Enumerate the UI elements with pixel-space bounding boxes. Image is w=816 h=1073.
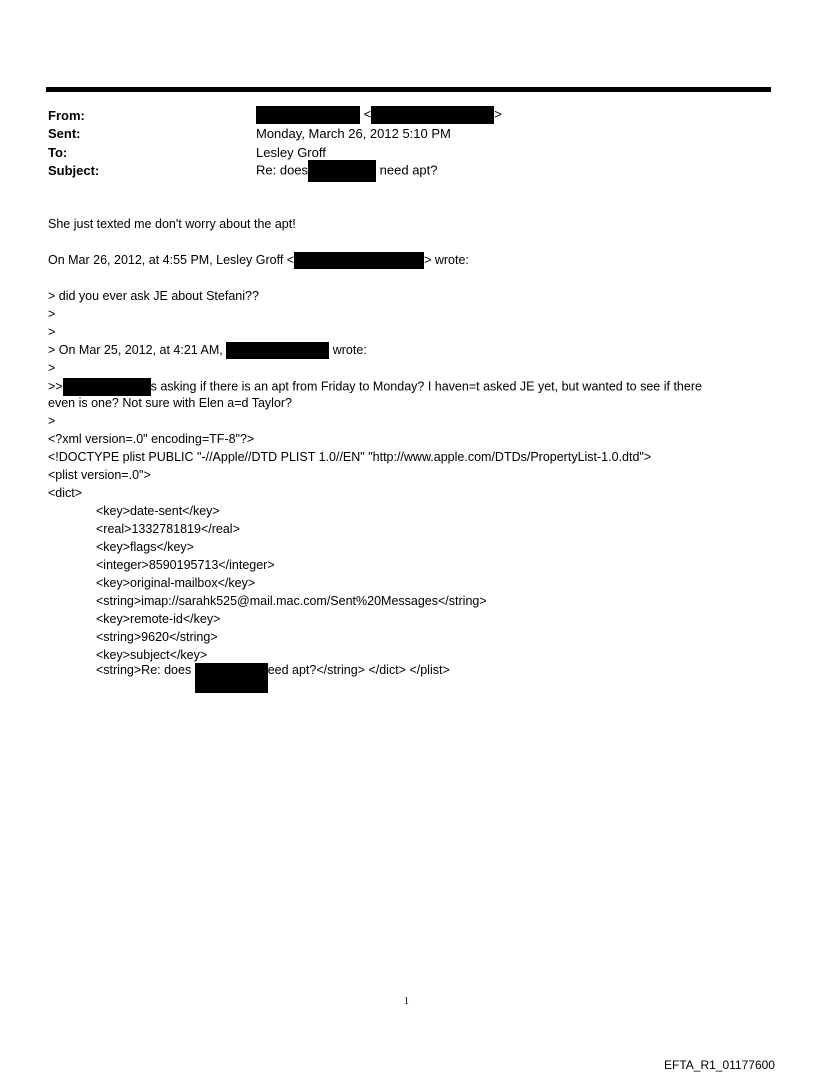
redaction-block	[63, 378, 151, 396]
xml-line	[96, 663, 450, 693]
subject-value	[256, 160, 438, 182]
quoted-line: > did you ever ask JE about Stefani??	[48, 289, 259, 303]
to-label: To:	[48, 145, 68, 160]
quote-attribution	[48, 252, 469, 269]
sent-value: Monday, March 26, 2012 5:10 PM	[256, 126, 451, 141]
to-value: Lesley Groff	[256, 145, 326, 160]
quoted-line: >	[48, 414, 56, 428]
xml-line: <dict>	[48, 486, 83, 500]
xml-line: <string>9620</string>	[96, 630, 218, 644]
quoted-text: s asking if there is an apt from Friday to Monday? I haven=t asked JE yet, but wanted to see if there	[150, 379, 702, 394]
xml-line: <key>remote-id</key>	[96, 612, 221, 626]
header-rule	[46, 87, 771, 92]
xml-line: <plist version=.0">	[48, 468, 151, 482]
subject-prefix: Re: does	[256, 162, 309, 178]
quoted-attribution-prefix: > On Mar 25, 2012, at 4:21 AM,	[48, 342, 223, 357]
quoted-line: >	[48, 307, 56, 321]
redaction-block	[294, 252, 424, 269]
from-gt: >	[494, 106, 502, 122]
xml-line: <key>subject</key>	[96, 648, 208, 662]
xml-line: <key>date-sent</key>	[96, 504, 220, 518]
quoted-line: >	[48, 361, 56, 375]
xml-prefix: <string>Re: does	[96, 663, 192, 677]
xml-line: <?xml version=.0" encoding=TF-8"?>	[48, 432, 255, 446]
redaction-block	[308, 160, 376, 182]
sent-label: Sent:	[48, 126, 81, 141]
quoted-attribution-suffix: wrote:	[332, 342, 367, 357]
xml-line: <!DOCTYPE plist PUBLIC "-//Apple//DTD PLIST 1.0//EN" "http://www.apple.com/DTDs/PropertyList-1.0.dtd">	[48, 450, 652, 464]
quoted-prefix: >>	[48, 379, 63, 394]
bates-number: EFTA_R1_01177600	[664, 1058, 775, 1072]
redaction-block	[256, 106, 360, 124]
quoted-attribution	[48, 342, 367, 359]
quoted-line	[48, 378, 702, 396]
xml-line: <key>original-mailbox</key>	[96, 576, 256, 590]
quoted-line: >	[48, 325, 56, 339]
subject-suffix: need apt?	[379, 162, 438, 178]
attribution-suffix: > wrote:	[424, 252, 469, 267]
xml-line: <real>1332781819</real>	[96, 522, 240, 536]
attribution-prefix: On Mar 26, 2012, at 4:55 PM, Lesley Groff <	[48, 252, 295, 267]
from-label: From:	[48, 108, 85, 123]
body-line: She just texted me don't worry about the apt!	[48, 217, 296, 231]
xml-line: <key>flags</key>	[96, 540, 194, 554]
redaction-block	[226, 342, 329, 359]
xml-suffix: eed apt?</string> </dict> </plist>	[267, 663, 450, 677]
xml-line: <string>imap://sarahk525@mail.mac.com/Sent%20Messages</string>	[96, 594, 487, 608]
from-value	[256, 106, 502, 124]
quoted-line: even is one? Not sure with Elen a=d Taylor?	[48, 396, 293, 410]
from-lt: <	[363, 106, 372, 122]
xml-line: <integer>8590195713</integer>	[96, 558, 275, 572]
redaction-block	[195, 663, 268, 693]
redaction-block	[371, 106, 494, 124]
page-number: 1	[404, 996, 409, 1007]
subject-label: Subject:	[48, 163, 100, 178]
